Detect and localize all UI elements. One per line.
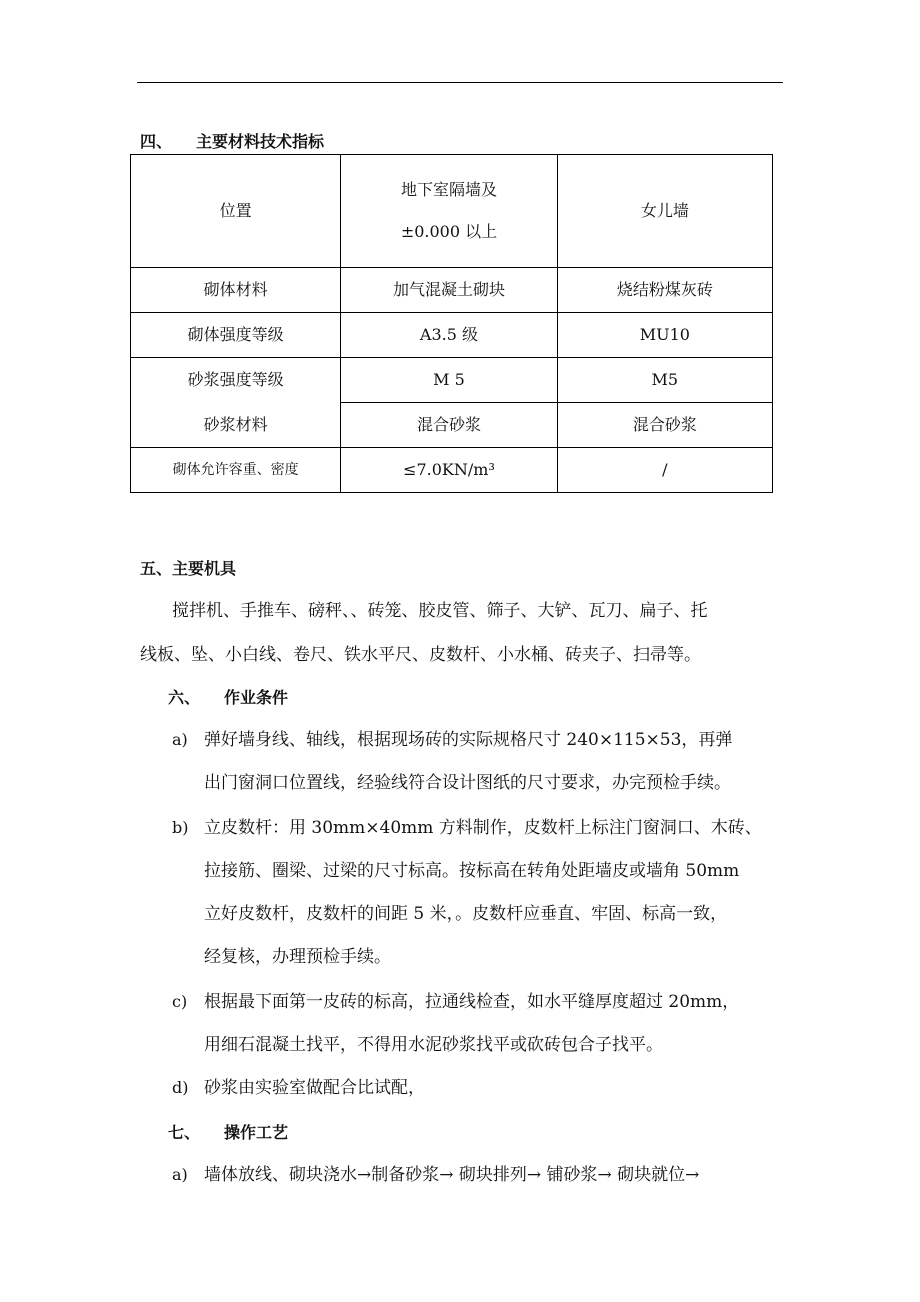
row-col2-cell: A3.5 级 xyxy=(341,313,557,358)
header-col2-line1: 地下室隔墙及 xyxy=(400,180,497,199)
row-col3-cell: / xyxy=(557,448,772,493)
condition-c-line-1: 根据最下面第一皮砖的标高，拉通线检查，如水平缝厚度超过 20mm， xyxy=(204,992,740,1012)
condition-a-line-1: 弹好墙身线、轴线，根据现场砖的实际规格尺寸 240×115×53，再弹 xyxy=(204,730,733,750)
row-col3-cell: MU10 xyxy=(557,313,772,358)
tools-line-1: 搅拌机、手推车、磅秤、、砖笼、胶皮管、筛子、大铲、瓦刀、扁子、托 xyxy=(172,601,708,621)
row-col3-cell: 混合砂浆 xyxy=(557,403,772,448)
table-header-row xyxy=(131,155,773,268)
section-6-number: 六、 xyxy=(168,688,201,707)
row-label-cell: 砌体允许容重、密度 xyxy=(131,448,341,493)
section-4-number: 四、 xyxy=(140,132,173,151)
condition-a-line-2: 出门窗洞口位置线，经验线符合设计图纸的尺寸要求，办完预检手续。 xyxy=(204,773,731,793)
condition-b-line-4: 经复核，办理预检手续。 xyxy=(204,947,391,967)
condition-d-line-1: 砂浆由实验室做配合比试配， xyxy=(204,1078,425,1098)
row-col2-cell: ≤7.0KN/m³ xyxy=(341,448,557,493)
row-label-cell: 砂浆强度等级 xyxy=(131,358,341,403)
section-6-heading xyxy=(168,688,288,708)
row-col3-cell: M5 xyxy=(557,358,772,403)
condition-c-line-2: 用细石混凝土找平，不得用水泥砂浆找平或砍砖包合子找平。 xyxy=(204,1035,663,1055)
section-5-heading: 五、主要机具 xyxy=(140,559,237,578)
header-label-cell: 位置 xyxy=(131,155,341,268)
header-col2-line2: ±0.000 以上 xyxy=(400,222,498,241)
item-label: c) xyxy=(172,992,188,1011)
row-label-cell: 砂浆材料 xyxy=(131,403,341,448)
table-row xyxy=(131,268,773,313)
condition-b-line-2: 拉接筋、圈梁、过梁的尺寸标高。按标高在转角处距墙皮或墙角 50mm xyxy=(204,861,740,881)
table-row xyxy=(131,358,773,403)
row-label-cell: 砌体材料 xyxy=(131,268,341,313)
section-4-heading xyxy=(140,132,324,152)
row-col2-cell: 混合砂浆 xyxy=(341,403,557,448)
section-4-title: 主要材料技术指标 xyxy=(196,132,325,151)
row-label-cell: 砌体强度等级 xyxy=(131,313,341,358)
header-rule xyxy=(137,82,783,83)
section-6-title: 作业条件 xyxy=(224,688,289,707)
section-7-number: 七、 xyxy=(168,1123,201,1142)
table-row xyxy=(131,403,773,448)
row-col2-cell: 加气混凝土砌块 xyxy=(341,268,557,313)
row-col3-cell: 烧结粉煤灰砖 xyxy=(557,268,772,313)
condition-b-line-3: 立好皮数杆，皮数杆的间距 5 米，。皮数杆应垂直、牢固、标高一致， xyxy=(204,904,728,924)
item-label: b) xyxy=(172,818,189,837)
row-col2-cell: M 5 xyxy=(341,358,557,403)
section-7-heading xyxy=(168,1123,288,1143)
tools-line-2: 线板、坠、小白线、卷尺、铁水平尺、皮数杆、小水桶、砖夹子、扫帚等。 xyxy=(140,645,701,665)
condition-b-line-1: 立皮数杆：用 30mm×40mm 方料制作，皮数杆上标注门窗洞口、木砖、 xyxy=(204,818,762,838)
process-a-line-1: 墙体放线、砌块浇水→制备砂浆→ 砌块排列→ 铺砂浆→ 砌块就位→ xyxy=(204,1165,700,1185)
header-col3-cell: 女儿墙 xyxy=(557,155,772,268)
item-label: d) xyxy=(172,1078,189,1097)
item-label: a) xyxy=(172,730,188,749)
materials-spec-table xyxy=(130,154,773,493)
table-row xyxy=(131,313,773,358)
table-row xyxy=(131,448,773,493)
header-col2-cell xyxy=(341,155,557,268)
section-7-title: 操作工艺 xyxy=(224,1123,289,1142)
item-label: a) xyxy=(172,1165,188,1184)
